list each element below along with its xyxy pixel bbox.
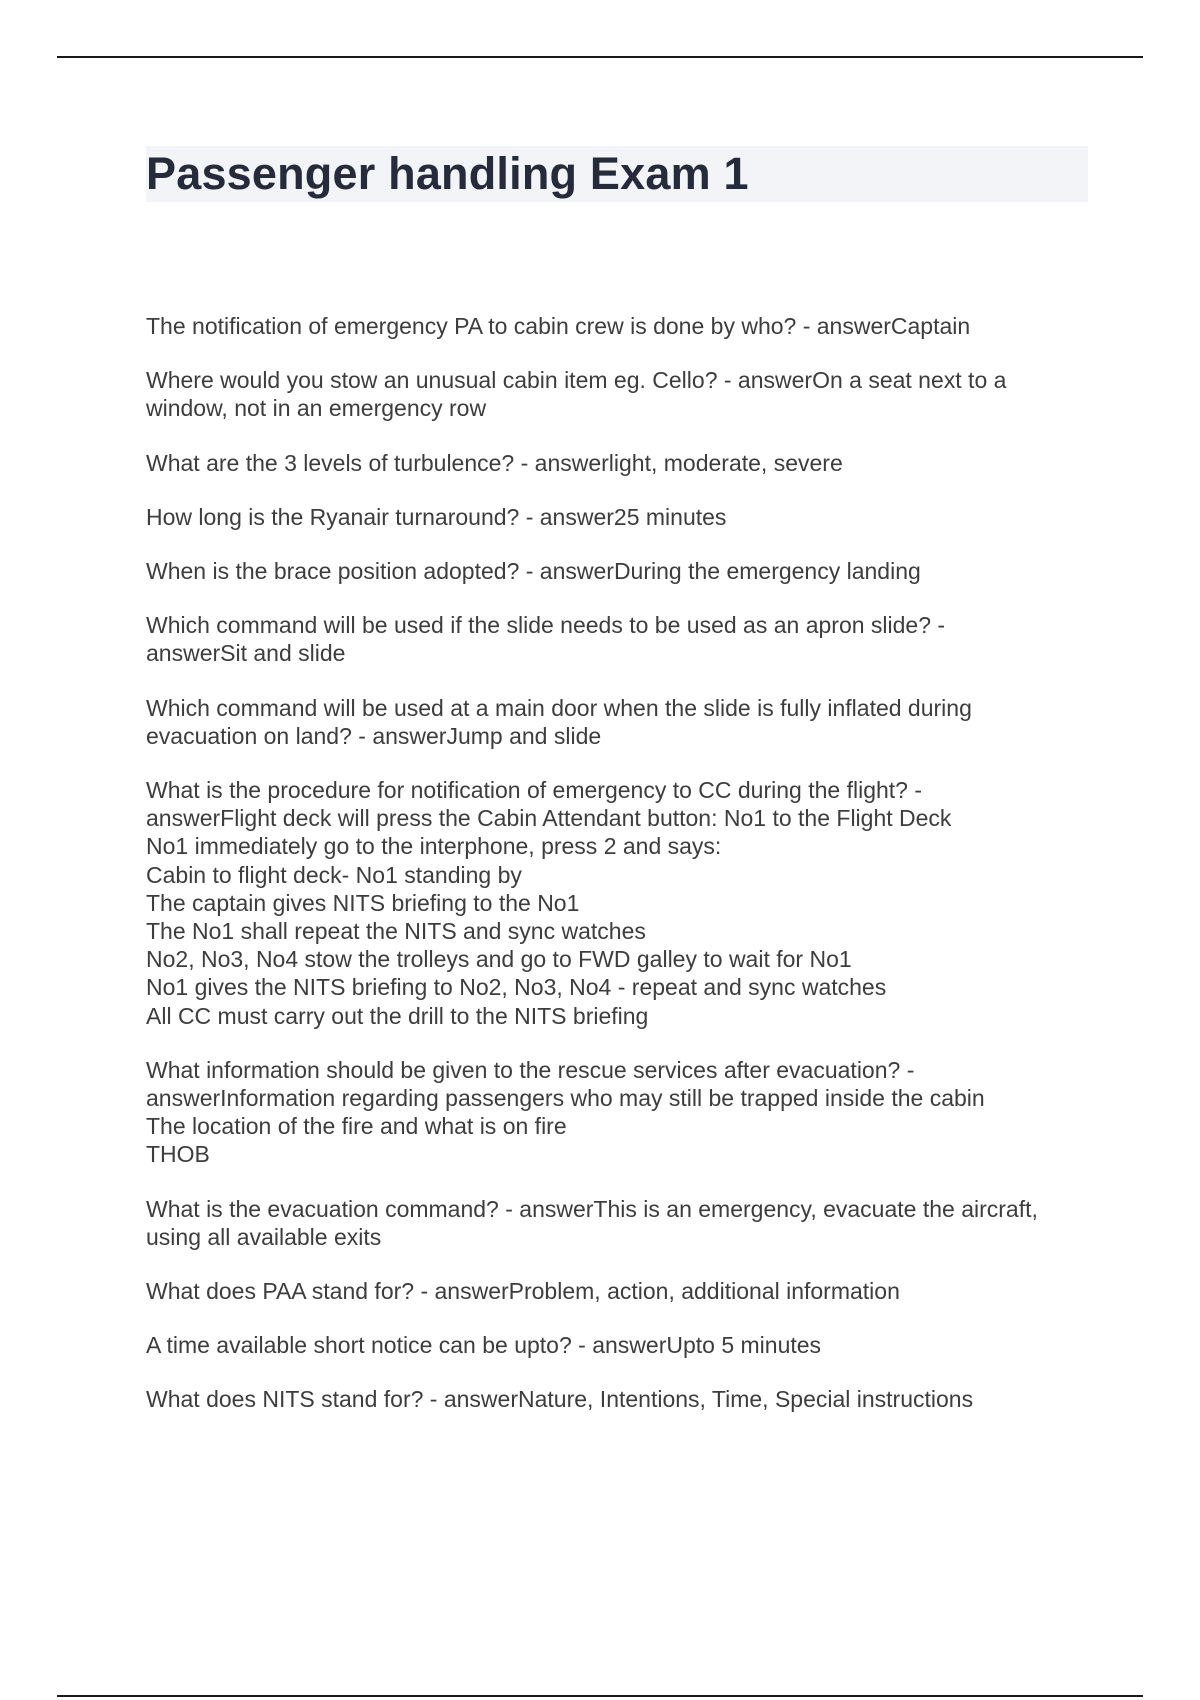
qa-item: What information should be given to the rescue services after evacuation? - answerInformation regarding passengers who may still be trapped inside the cabin The location of the fire and what is on fire THOB — [146, 1056, 985, 1168]
top-rule — [57, 56, 1143, 58]
qa-item: A time available short notice can be upto? - answerUpto 5 minutes — [146, 1332, 822, 1359]
qa-item: Which command will be used if the slide needs to be used as an apron slide? - answerSit and slide — [146, 612, 946, 667]
page-title: Passenger handling Exam 1 — [146, 148, 749, 199]
qa-item: The notification of emergency PA to cabin crew is done by who? - answerCaptain — [146, 313, 971, 339]
qa-item: What does NITS stand for? - answerNature, Intentions, Time, Special instructions — [146, 1386, 974, 1413]
qa-item: What is the procedure for notification of emergency to CC during the flight? - answerFlight deck will press the Cabin Attendant button: No1 to the Flight Deck No1 immediately go to the interphone, press 2 and says: Cabin to flight deck- No1 standing by The captain gives NITS briefing to the No1 The No1 shall repeat the NITS and sync watches No2, No3, No4 stow the trolleys and go to FWD galley to wait for No1 No1 gives the NITS briefing to No2, No3, No4 - repeat and sync watches All CC must carry out the drill to the NITS briefing — [146, 777, 952, 1029]
qa-item: Which command will be used at a main door when the slide is fully inflated during evacuation on land? - answerJump and slide — [146, 694, 972, 749]
qa-item: How long is the Ryanair turnaround? - answer25 minutes — [146, 503, 727, 530]
qa-item: Where would you stow an unusual cabin item eg. Cello? - answerOn a seat next to a window, not in an emergency row — [146, 367, 1007, 422]
bottom-rule — [57, 1695, 1143, 1697]
qa-item: What are the 3 levels of turbulence? - answerlight, moderate, severe — [146, 449, 843, 476]
qa-item: What does PAA stand for? - answerProblem, action, additional information — [146, 1278, 900, 1305]
qa-list — [146, 312, 1096, 1440]
qa-item: What is the evacuation command? - answerThis is an emergency, evacuate the aircraft, using all available exits — [146, 1195, 1038, 1250]
qa-item: When is the brace position adopted? - answerDuring the emergency landing — [146, 558, 921, 585]
